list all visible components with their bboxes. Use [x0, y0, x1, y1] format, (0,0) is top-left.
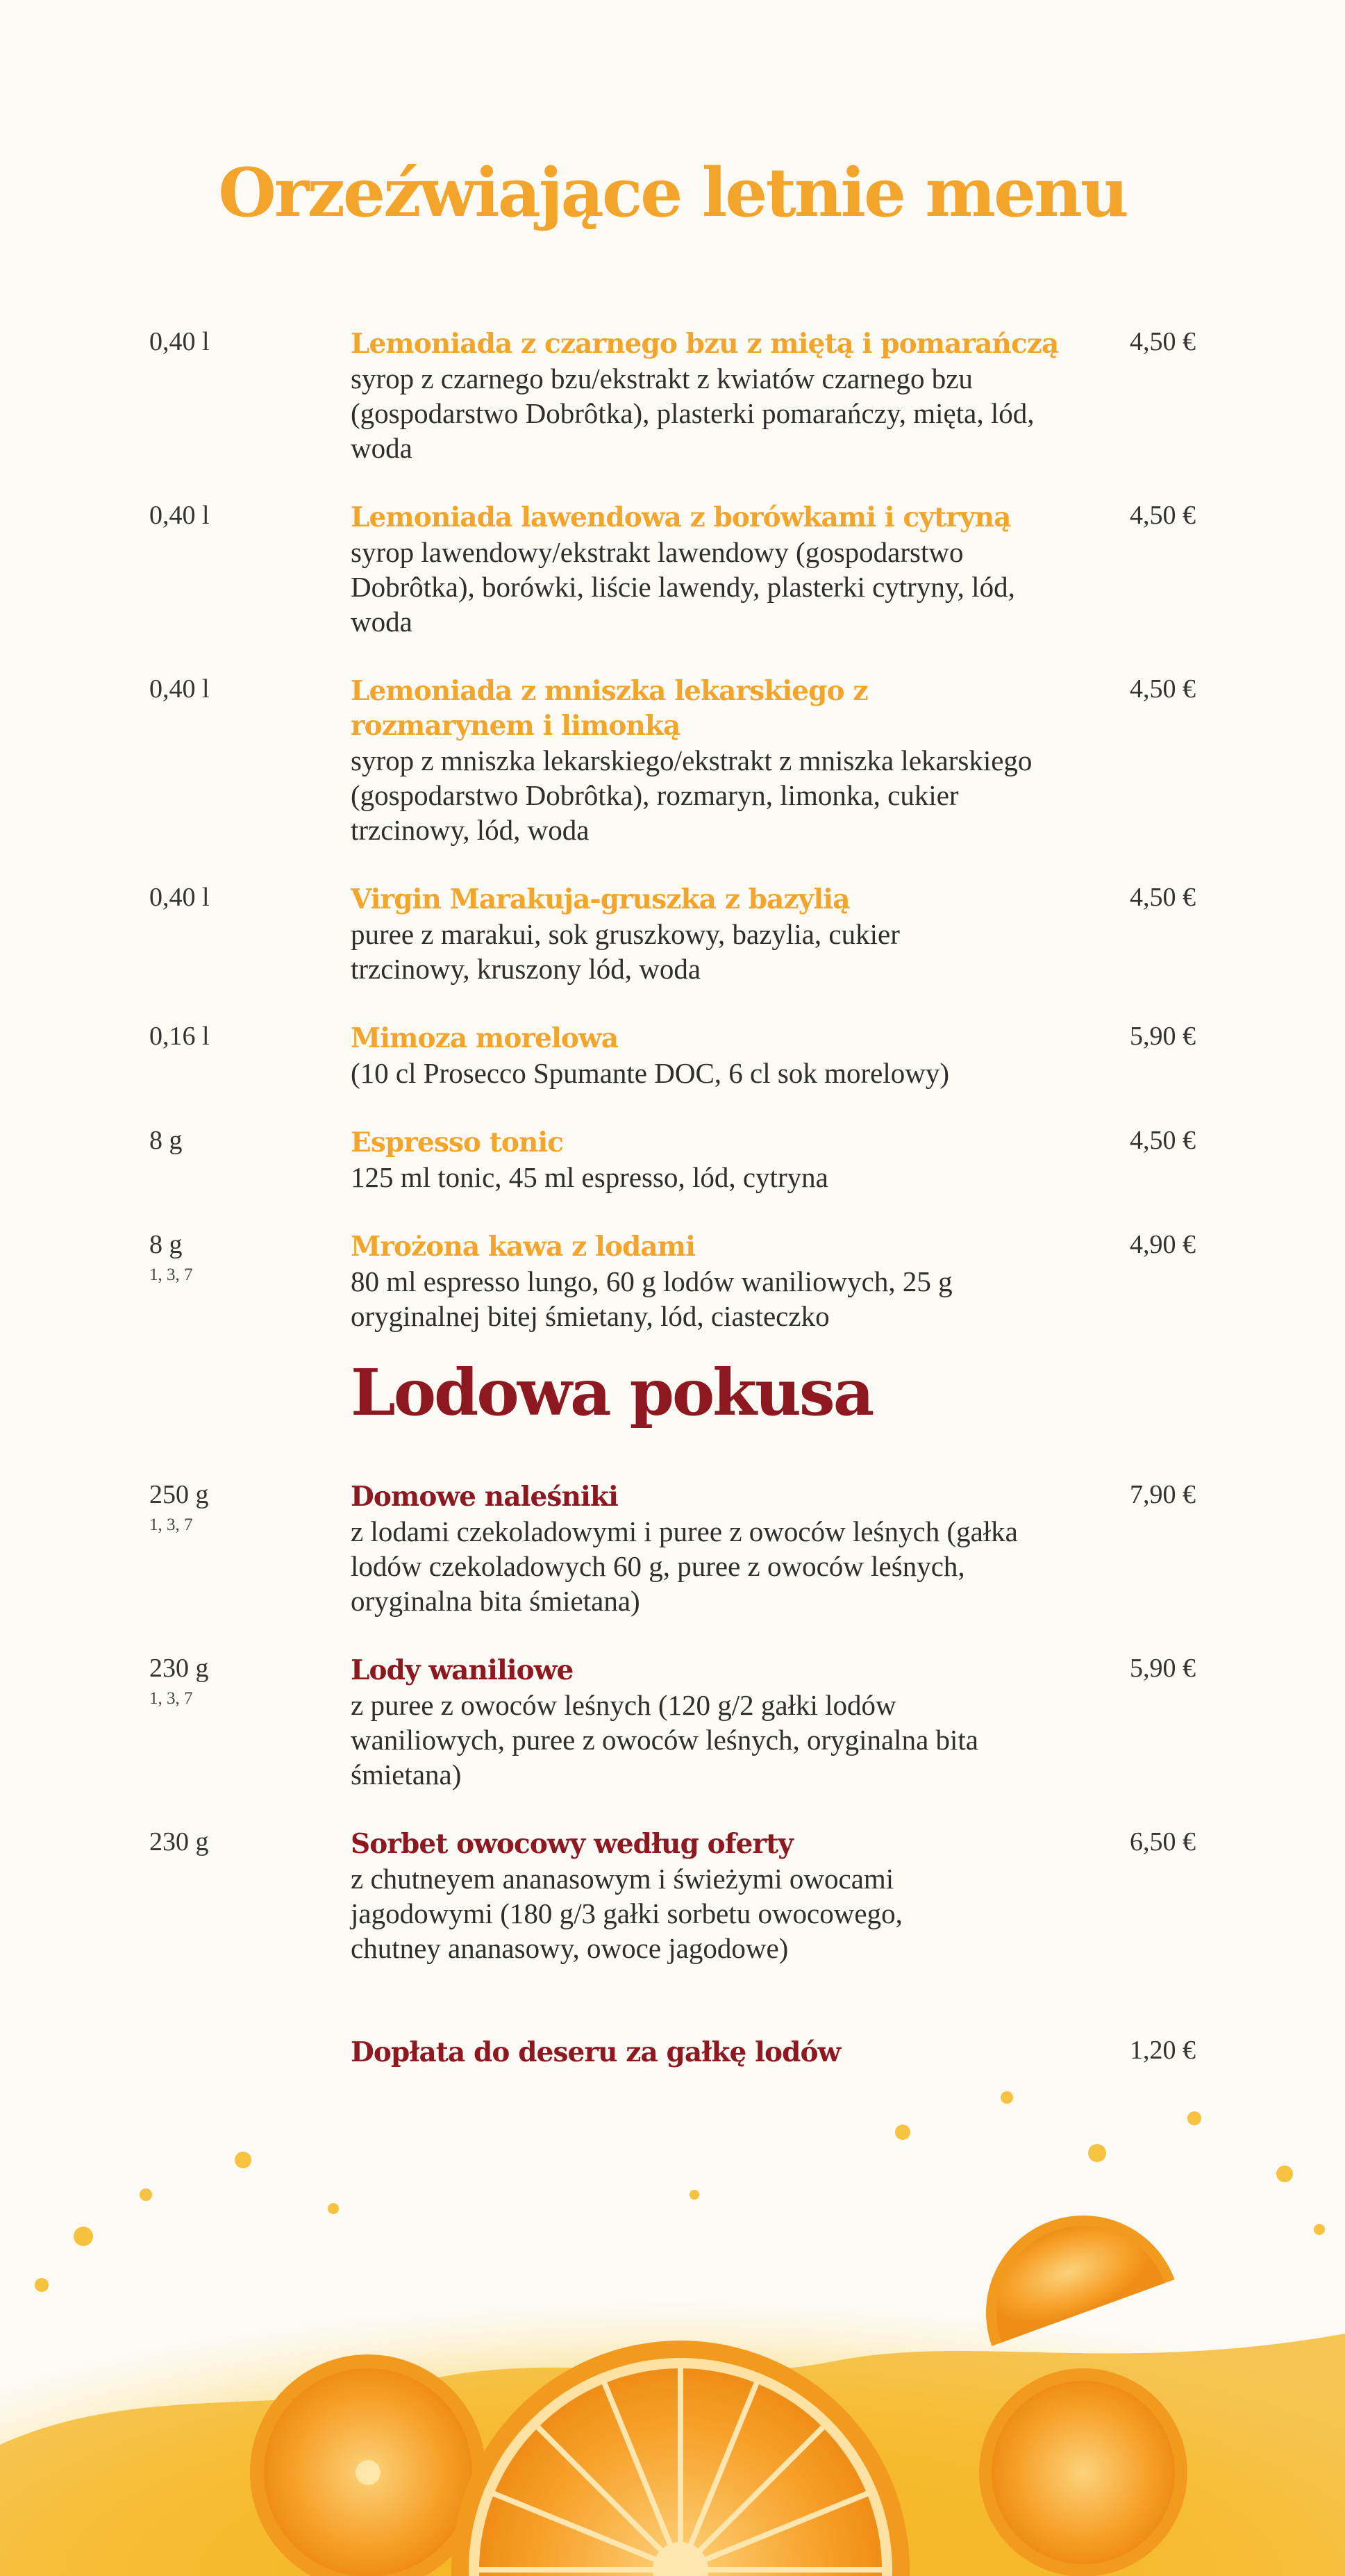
- item-description: syrop z czarnego bzu/ekstrakt z kwiatów czarnego bzu (gospodarstwo Dobrôtka), plasterki pomarańczy, mięta, lód, woda: [351, 363, 1035, 464]
- item-description: z chutneyem ananasowym i świeżymi owocami jagodowymi (180 g/3 gałki sorbetu owocowego, chutney ananasowy, owoce jagodowe): [351, 1863, 903, 1964]
- item-allergens: 1, 3, 7: [149, 1689, 193, 1708]
- item-name: Espresso tonic: [351, 1127, 564, 1158]
- item-name: Mimoza morelowa: [351, 1022, 619, 1054]
- item-description: (10 cl Prosecco Spumante DOC, 6 cl sok morelowy): [351, 1057, 949, 1089]
- item-description: puree z marakui, sok gruszkowy, bazylia, cukier trzcinowy, kruszony lód, woda: [351, 918, 900, 985]
- item-quantity: 0,40 l: [149, 327, 210, 356]
- item-quantity: 0,40 l: [149, 883, 210, 912]
- item-price: 5,90 €: [1130, 1022, 1196, 1051]
- section-title: Lodowa pokusa: [351, 1355, 873, 1430]
- item-name: Domowe naleśniki: [351, 1481, 618, 1513]
- item-quantity: 250 g: [149, 1480, 209, 1509]
- item-allergens: 1, 3, 7: [149, 1265, 193, 1284]
- item-quantity: 0,40 l: [149, 674, 210, 704]
- item-quantity: 0,40 l: [149, 501, 210, 530]
- item-quantity: 8 g: [149, 1126, 183, 1155]
- item-name: Lemoniada lawendowa z borówkami i cytryną: [351, 501, 1011, 533]
- item-quantity: 230 g: [149, 1654, 209, 1683]
- item-name: Mrożona kawa z lodami: [351, 1231, 696, 1263]
- item-description: z lodami czekoladowymi i puree z owoców leśnych (gałka lodów czekoladowych 60 g, puree z owoców leśnych, oryginalna bita śmietana): [351, 1515, 1018, 1617]
- item-quantity: 8 g: [149, 1230, 183, 1259]
- item-name: Lemoniada z czarnego bzu z miętą i pomarańczą: [351, 328, 1059, 360]
- item-price: 4,50 €: [1130, 327, 1196, 356]
- item-name: Virgin Marakuja-gruszka z bazylią: [351, 883, 850, 915]
- item-price: 4,50 €: [1130, 1126, 1196, 1155]
- item-description: z puree z owoców leśnych (120 g/2 gałki lodów waniliowych, puree z owoców leśnych, oryginalna bita śmietana): [351, 1689, 979, 1790]
- item-price: 4,90 €: [1130, 1230, 1196, 1259]
- item-description: syrop z mniszka lekarskiego/ekstrakt z mniszka lekarskiego (gospodarstwo Dobrôtka), rozmaryn, limonka, cukier trzcinowy, lód, woda: [351, 745, 1033, 846]
- item-price: 4,50 €: [1130, 501, 1196, 530]
- item-quantity: 230 g: [149, 1827, 209, 1856]
- item-allergens: 1, 3, 7: [149, 1515, 193, 1534]
- orange-juice-splash-image: [0, 2056, 1345, 2576]
- item-price: 1,20 €: [1130, 2036, 1196, 2065]
- item-name: Lemoniada z mniszka lekarskiego z rozmarynem i limonką: [351, 675, 868, 742]
- page-title: Orzeźwiające letnie menu: [218, 153, 1127, 232]
- item-quantity: 0,16 l: [149, 1022, 210, 1051]
- item-price: 6,50 €: [1130, 1827, 1196, 1856]
- item-price: 4,50 €: [1130, 674, 1196, 704]
- item-price: 4,50 €: [1130, 883, 1196, 912]
- item-name: Lody waniliowe: [351, 1654, 574, 1686]
- item-name: Sorbet owocowy według oferty: [351, 1828, 794, 1860]
- item-description: 80 ml espresso lungo, 60 g lodów waniliowych, 25 g oryginalnej bitej śmietany, lód, ciasteczko: [351, 1265, 953, 1332]
- item-name: Dopłata do deseru za gałkę lodów: [351, 2036, 841, 2068]
- item-price: 5,90 €: [1130, 1654, 1196, 1683]
- item-description: syrop lawendowy/ekstrakt lawendowy (gospodarstwo Dobrôtka), borówki, liście lawendy, plasterki cytryny, lód, woda: [351, 536, 1015, 638]
- item-price: 7,90 €: [1130, 1480, 1196, 1509]
- item-description: 125 ml tonic, 45 ml espresso, lód, cytryna: [351, 1161, 828, 1193]
